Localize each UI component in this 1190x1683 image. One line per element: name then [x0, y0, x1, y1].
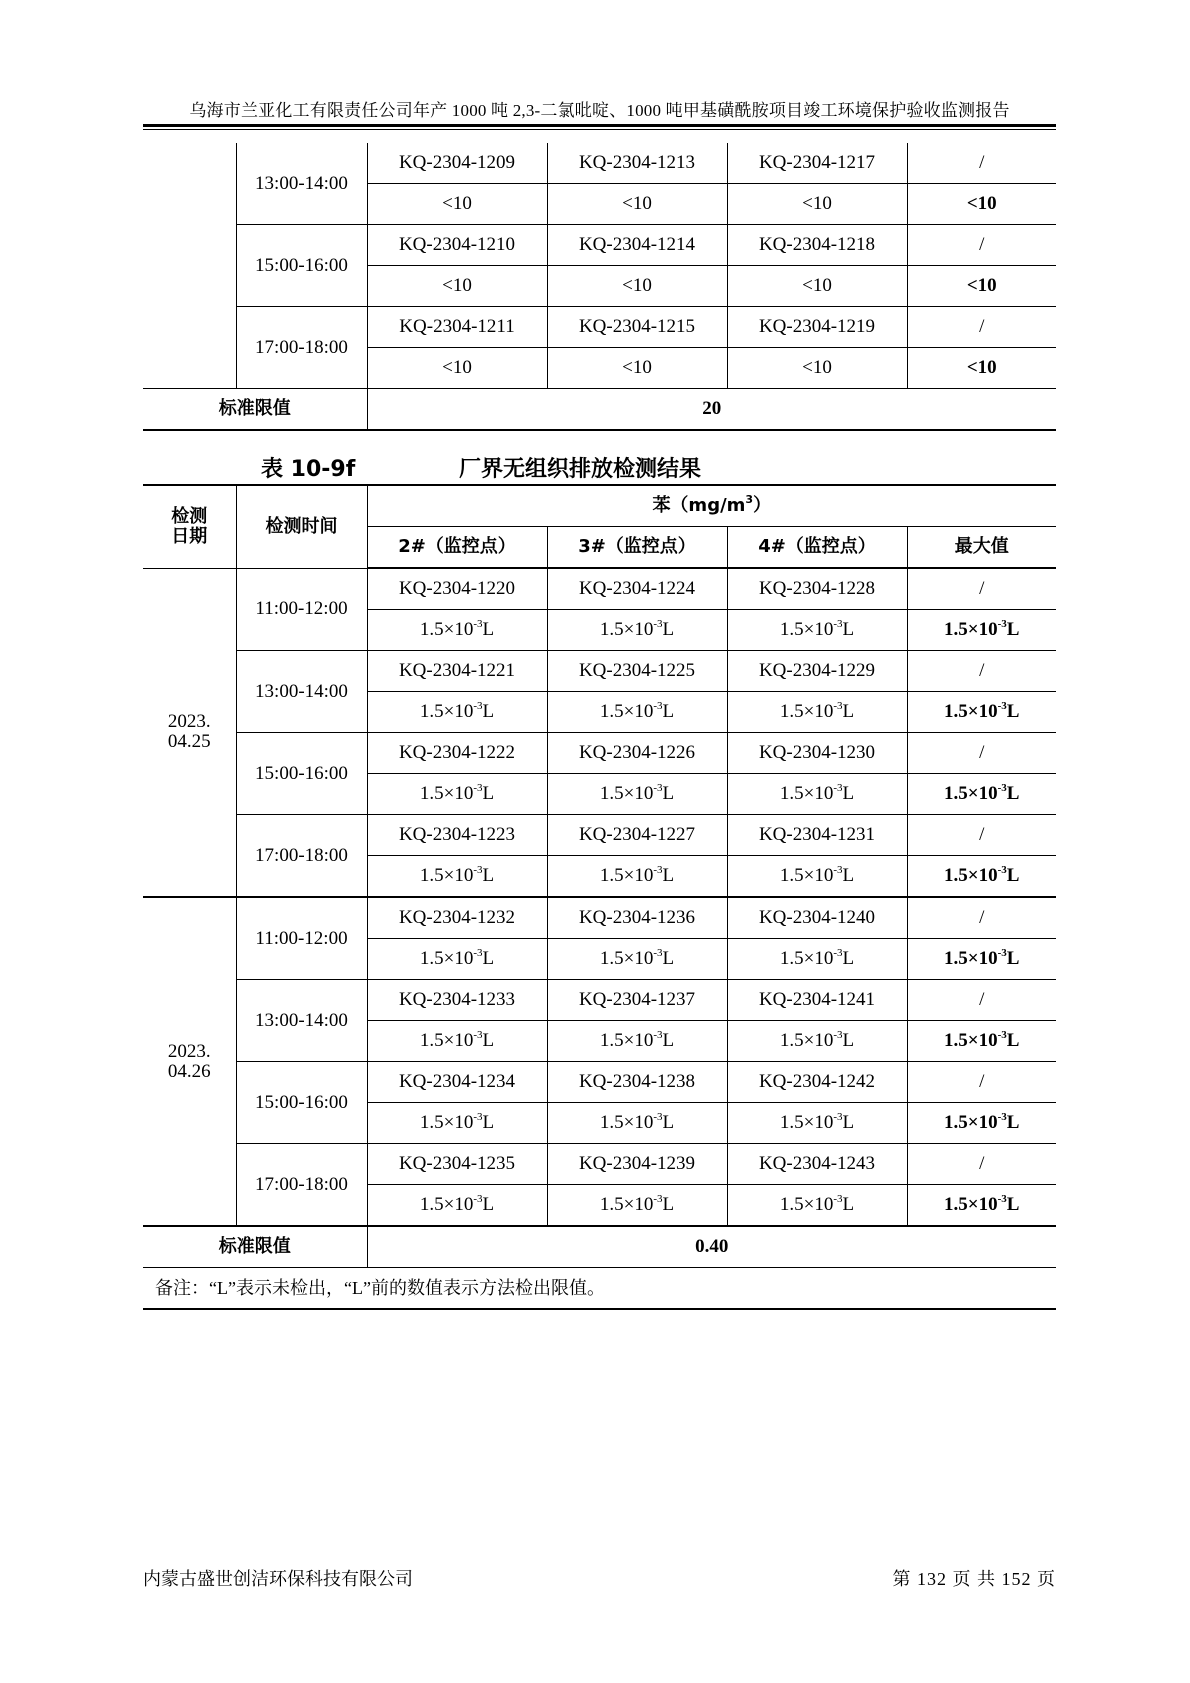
value-suffix: L [482, 783, 495, 804]
value-base: 1.5×10 [599, 1112, 654, 1133]
max-value: <10 [907, 348, 1056, 389]
sample-code: KQ-2304-1234 [367, 1062, 547, 1103]
value-base: 1.5×10 [419, 701, 474, 722]
value-suffix: L [662, 865, 675, 886]
result-value: <10 [547, 266, 727, 307]
value-exponent: -3 [833, 699, 843, 712]
value-exponent: -3 [997, 863, 1007, 876]
value-base: 1.5×10 [599, 948, 654, 969]
time-cell: 11:00-12:00 [236, 568, 367, 651]
time-cell: 13:00-14:00 [236, 143, 367, 225]
sample-code: KQ-2304-1221 [367, 651, 547, 692]
max-code: / [907, 1144, 1056, 1185]
limit-label: 标准限值 [143, 389, 367, 431]
value-suffix: L [662, 701, 675, 722]
value-exponent: -3 [833, 617, 843, 630]
value-exponent: -3 [473, 617, 483, 630]
value-base: 1.5×10 [944, 865, 998, 886]
value-suffix: L [1006, 948, 1020, 969]
max-code: / [907, 307, 1056, 348]
value-exponent: -3 [997, 781, 1007, 794]
time-cell: 17:00-18:00 [236, 307, 367, 389]
date-line2: 04.26 [167, 1060, 211, 1082]
value-suffix: L [482, 948, 495, 969]
value-suffix: L [482, 1194, 495, 1215]
value-base: 1.5×10 [419, 619, 474, 640]
value-suffix: L [482, 1112, 495, 1133]
value-base: 1.5×10 [419, 1030, 474, 1051]
result-value [547, 610, 727, 651]
value-base: 1.5×10 [944, 701, 998, 722]
value-base: 1.5×10 [944, 783, 998, 804]
result-value: <10 [547, 184, 727, 225]
max-value: <10 [907, 266, 1056, 307]
limit-value: 0.40 [367, 1226, 1056, 1268]
result-value [547, 1021, 727, 1062]
value-suffix: L [662, 1194, 675, 1215]
result-value [367, 610, 547, 651]
value-suffix: L [842, 1194, 855, 1215]
result-value [367, 856, 547, 898]
sample-code: KQ-2304-1222 [367, 733, 547, 774]
footer-page-number: 第 132 页 共 152 页 [892, 1569, 1056, 1589]
value-suffix: L [842, 701, 855, 722]
result-value: <10 [367, 348, 547, 389]
value-exponent: -3 [997, 1028, 1007, 1041]
sample-code: KQ-2304-1239 [547, 1144, 727, 1185]
value-exponent: -3 [653, 863, 663, 876]
col-header-time: 检测时间 [236, 485, 367, 568]
value-base: 1.5×10 [419, 948, 474, 969]
value-base: 1.5×10 [779, 1112, 834, 1133]
sample-code: KQ-2304-1232 [367, 897, 547, 939]
result-value: <10 [547, 348, 727, 389]
col-header-date [143, 485, 236, 568]
result-value [727, 610, 907, 651]
result-value [367, 1185, 547, 1227]
value-exponent: -3 [653, 617, 663, 630]
result-value [547, 692, 727, 733]
value-exponent: -3 [997, 1192, 1007, 1205]
result-value: <10 [727, 266, 907, 307]
sample-code: KQ-2304-1230 [727, 733, 907, 774]
value-suffix: L [1006, 701, 1020, 722]
value-exponent: -3 [653, 1110, 663, 1123]
footer-company: 内蒙古盛世创洁环保科技有限公司 [143, 1569, 413, 1589]
sample-code: KQ-2304-1225 [547, 651, 727, 692]
value-exponent: -3 [473, 1192, 483, 1205]
value-base: 1.5×10 [779, 948, 834, 969]
previous-table-continuation [143, 143, 1056, 431]
pollutant-name: 苯（mg/m [652, 495, 746, 516]
max-code: / [907, 225, 1056, 266]
max-value [907, 939, 1056, 980]
value-exponent: -3 [833, 1192, 843, 1205]
date-cell [143, 568, 236, 897]
value-exponent: -3 [473, 1110, 483, 1123]
max-code: / [907, 733, 1056, 774]
sample-code: KQ-2304-1231 [727, 815, 907, 856]
value-suffix: L [842, 1112, 855, 1133]
value-exponent: -3 [653, 699, 663, 712]
sample-code: KQ-2304-1210 [367, 225, 547, 266]
result-value: <10 [367, 266, 547, 307]
col-header-date-line1: 检测 [171, 505, 208, 527]
unit-exponent: 3 [745, 493, 754, 506]
time-cell: 13:00-14:00 [236, 980, 367, 1062]
col-header-max: 最大值 [907, 527, 1056, 569]
header-rule [143, 124, 1056, 127]
sample-code: KQ-2304-1211 [367, 307, 547, 348]
result-value: <10 [727, 184, 907, 225]
value-suffix: L [662, 1030, 675, 1051]
value-suffix: L [1006, 1030, 1020, 1051]
date-line2: 04.25 [167, 731, 211, 753]
value-base: 1.5×10 [779, 1194, 834, 1215]
value-suffix: L [842, 619, 855, 640]
result-value [367, 1103, 547, 1144]
sample-code: KQ-2304-1238 [547, 1062, 727, 1103]
max-code: / [907, 651, 1056, 692]
sample-code: KQ-2304-1209 [367, 143, 547, 184]
max-code: / [907, 568, 1056, 610]
value-base: 1.5×10 [599, 1030, 654, 1051]
value-base: 1.5×10 [779, 701, 834, 722]
sample-code: KQ-2304-1243 [727, 1144, 907, 1185]
sample-code: KQ-2304-1240 [727, 897, 907, 939]
value-base: 1.5×10 [599, 783, 654, 804]
result-value [727, 1103, 907, 1144]
value-exponent: -3 [653, 946, 663, 959]
time-cell: 13:00-14:00 [236, 651, 367, 733]
sample-code: KQ-2304-1217 [727, 143, 907, 184]
value-base: 1.5×10 [944, 1194, 998, 1215]
value-exponent: -3 [997, 1110, 1007, 1123]
sample-code: KQ-2304-1235 [367, 1144, 547, 1185]
result-value [727, 939, 907, 980]
value-exponent: -3 [833, 1028, 843, 1041]
value-base: 1.5×10 [599, 865, 654, 886]
col-header-point-3: 3#（监控点） [547, 527, 727, 569]
report-header-title: 乌海市兰亚化工有限责任公司年产 1000 吨 2,3-二氯吡啶、1000 吨甲基磺酰胺项目竣工环境保护验收监测报告 [189, 101, 1010, 120]
value-base: 1.5×10 [944, 619, 998, 640]
max-code: / [907, 815, 1056, 856]
sample-code: KQ-2304-1220 [367, 568, 547, 610]
table-note: 备注：“L”表示未检出，“L”前的数值表示方法检出限值。 [143, 1268, 1056, 1310]
result-value [367, 774, 547, 815]
sample-code: KQ-2304-1228 [727, 568, 907, 610]
result-value [727, 1021, 907, 1062]
time-cell: 11:00-12:00 [236, 897, 367, 980]
sample-code: KQ-2304-1224 [547, 568, 727, 610]
value-exponent: -3 [997, 617, 1007, 630]
sample-code: KQ-2304-1227 [547, 815, 727, 856]
value-suffix: L [1006, 865, 1020, 886]
value-exponent: -3 [473, 946, 483, 959]
result-value [547, 856, 727, 898]
benzene-results-table [143, 484, 1056, 1310]
time-cell: 17:00-18:00 [236, 1144, 367, 1227]
col-header-point-4: 4#（监控点） [727, 527, 907, 569]
value-suffix: L [662, 1112, 675, 1133]
col-header-date-line2: 日期 [171, 525, 208, 547]
result-value [367, 1021, 547, 1062]
limit-value: 20 [367, 389, 1056, 431]
value-suffix: L [842, 948, 855, 969]
table-number: 表 10-9f [261, 457, 356, 482]
sample-code: KQ-2304-1218 [727, 225, 907, 266]
value-base: 1.5×10 [419, 1112, 474, 1133]
sample-code: KQ-2304-1237 [547, 980, 727, 1021]
value-exponent: -3 [833, 1110, 843, 1123]
value-base: 1.5×10 [419, 783, 474, 804]
value-exponent: -3 [473, 863, 483, 876]
result-value: <10 [367, 184, 547, 225]
max-value [907, 1021, 1056, 1062]
value-exponent: -3 [473, 1028, 483, 1041]
max-value [907, 856, 1056, 898]
result-value [547, 939, 727, 980]
value-suffix: L [1006, 1194, 1020, 1215]
value-exponent: -3 [997, 946, 1007, 959]
sample-code: KQ-2304-1226 [547, 733, 727, 774]
value-suffix: L [662, 619, 675, 640]
value-suffix: L [482, 865, 495, 886]
header-rule-thin [143, 129, 1056, 130]
max-value [907, 1185, 1056, 1227]
result-value [547, 774, 727, 815]
max-value [907, 610, 1056, 651]
time-cell: 15:00-16:00 [236, 733, 367, 815]
table-title: 厂界无组织排放检测结果 [459, 457, 702, 482]
max-code: / [907, 1062, 1056, 1103]
value-suffix: L [1006, 1112, 1020, 1133]
value-suffix: L [1006, 619, 1020, 640]
value-base: 1.5×10 [419, 1194, 474, 1215]
value-suffix: L [482, 701, 495, 722]
result-value: <10 [727, 348, 907, 389]
sample-code: KQ-2304-1219 [727, 307, 907, 348]
value-exponent: -3 [473, 781, 483, 794]
value-exponent: -3 [653, 1192, 663, 1205]
value-suffix: L [482, 619, 495, 640]
sample-code: KQ-2304-1213 [547, 143, 727, 184]
value-exponent: -3 [473, 699, 483, 712]
time-cell: 17:00-18:00 [236, 815, 367, 898]
result-value [727, 774, 907, 815]
value-suffix: L [1006, 783, 1020, 804]
value-suffix: L [482, 1030, 495, 1051]
value-base: 1.5×10 [944, 1112, 998, 1133]
limit-label: 标准限值 [143, 1226, 367, 1268]
value-suffix: L [662, 948, 675, 969]
result-value [367, 939, 547, 980]
sample-code: KQ-2304-1236 [547, 897, 727, 939]
result-value [367, 692, 547, 733]
value-base: 1.5×10 [599, 1194, 654, 1215]
sample-code: KQ-2304-1223 [367, 815, 547, 856]
max-value [907, 692, 1056, 733]
value-base: 1.5×10 [779, 865, 834, 886]
value-exponent: -3 [653, 781, 663, 794]
value-base: 1.5×10 [779, 783, 834, 804]
value-exponent: -3 [833, 863, 843, 876]
time-cell: 15:00-16:00 [236, 1062, 367, 1144]
value-suffix: L [662, 783, 675, 804]
time-cell: 15:00-16:00 [236, 225, 367, 307]
date-cell-blank [143, 143, 236, 389]
value-suffix: L [842, 865, 855, 886]
date-line1: 2023. [167, 711, 211, 733]
sample-code: KQ-2304-1241 [727, 980, 907, 1021]
sample-code: KQ-2304-1229 [727, 651, 907, 692]
value-suffix: L [842, 1030, 855, 1051]
value-exponent: -3 [653, 1028, 663, 1041]
value-exponent: -3 [833, 781, 843, 794]
value-base: 1.5×10 [779, 619, 834, 640]
date-line1: 2023. [167, 1040, 211, 1062]
pollutant-header [367, 485, 1056, 527]
value-base: 1.5×10 [599, 619, 654, 640]
value-base: 1.5×10 [944, 1030, 998, 1051]
max-value [907, 774, 1056, 815]
max-code: / [907, 897, 1056, 939]
value-base: 1.5×10 [599, 701, 654, 722]
value-exponent: -3 [833, 946, 843, 959]
result-value [547, 1185, 727, 1227]
sample-code: KQ-2304-1233 [367, 980, 547, 1021]
max-value: <10 [907, 184, 1056, 225]
result-value [547, 1103, 727, 1144]
result-value [727, 1185, 907, 1227]
sample-code: KQ-2304-1214 [547, 225, 727, 266]
value-base: 1.5×10 [419, 865, 474, 886]
value-base: 1.5×10 [779, 1030, 834, 1051]
value-base: 1.5×10 [944, 948, 998, 969]
sample-code: KQ-2304-1242 [727, 1062, 907, 1103]
result-value [727, 856, 907, 898]
max-code: / [907, 980, 1056, 1021]
result-value [727, 692, 907, 733]
sample-code: KQ-2304-1215 [547, 307, 727, 348]
date-cell [143, 897, 236, 1226]
value-exponent: -3 [997, 699, 1007, 712]
max-value [907, 1103, 1056, 1144]
pollutant-suffix: ） [753, 495, 772, 516]
col-header-point-2: 2#（监控点） [367, 527, 547, 569]
max-code: / [907, 143, 1056, 184]
value-suffix: L [842, 783, 855, 804]
